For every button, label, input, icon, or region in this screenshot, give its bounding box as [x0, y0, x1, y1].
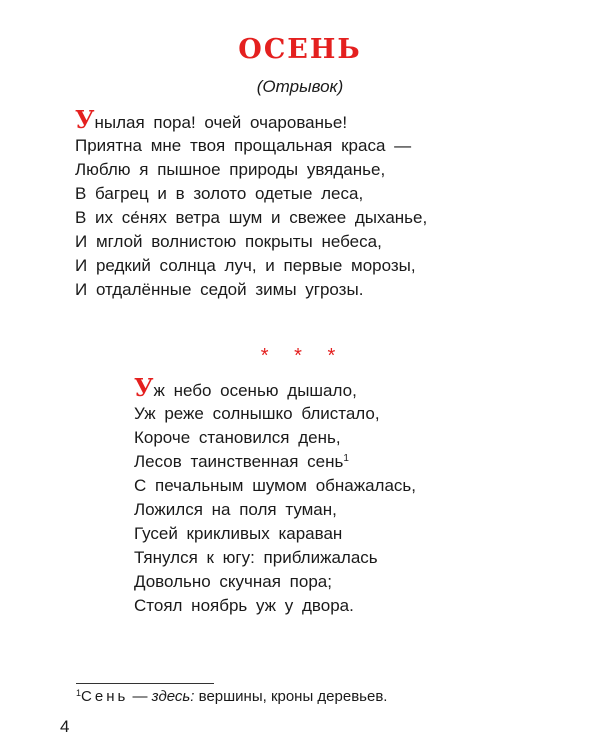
poem-line: В багрец и в золото одетые леса,	[75, 184, 364, 203]
poem-line: Гусей крикливых караван	[134, 524, 343, 543]
poem-line: С печальным шумом обнажалась,	[134, 476, 417, 495]
footnote-marker: 1	[76, 688, 82, 698]
poem-line	[134, 373, 416, 402]
poem-line: Приятна мне твоя прощальная краса —	[75, 136, 412, 155]
poem-title: ОСЕНЬ	[238, 34, 362, 65]
drop-cap: У	[75, 105, 95, 134]
poem-line: И мглой волнистою покрыты небеса,	[75, 232, 382, 251]
first-line-text: нылая пора! очей очарованье!	[94, 113, 348, 132]
poem-line: Ложился на поля туман,	[134, 500, 337, 519]
poem-excerpt-1	[75, 105, 428, 302]
poem-line: Люблю я пышное природы увяданье,	[75, 160, 386, 179]
poem-line	[134, 450, 416, 474]
drop-cap: У	[134, 373, 154, 402]
poem-line	[75, 105, 427, 134]
poem-subtitle: (Отрывок)	[256, 77, 344, 96]
poem-excerpt-2	[134, 373, 417, 618]
poem-line: Стоял ноябрь уж у двора.	[134, 596, 354, 615]
footnote-divider	[76, 683, 214, 684]
first-line-text: ж небо осенью дышало,	[153, 381, 357, 400]
footnote-dash: —	[132, 688, 148, 705]
poem-line: Тянулся к югу: приближалась	[134, 548, 378, 567]
page-number: 4	[60, 717, 70, 736]
footnote-reference[interactable]: 1	[343, 453, 349, 464]
footnote-label: здесь:	[151, 688, 195, 705]
poem-line: И редкий солнца луч, и первые морозы,	[75, 256, 416, 275]
footnote	[76, 688, 387, 705]
poem-line: Уж реже солнышко блистало,	[134, 404, 380, 423]
poem-line-text: Лесов таинственная сень	[134, 452, 344, 471]
poem-line: Довольно скучная пора;	[134, 572, 332, 591]
footnote-term: Сень	[81, 688, 129, 705]
poem-line: И отдалённые седой зимы угрозы.	[75, 280, 364, 299]
poem-line: Короче становился день,	[134, 428, 341, 447]
section-separator: * * *	[260, 345, 340, 367]
footnote-text: вершины, кроны деревьев.	[198, 688, 388, 705]
poem-line: В их се́нях ветра шум и свежее дыханье,	[75, 208, 428, 227]
